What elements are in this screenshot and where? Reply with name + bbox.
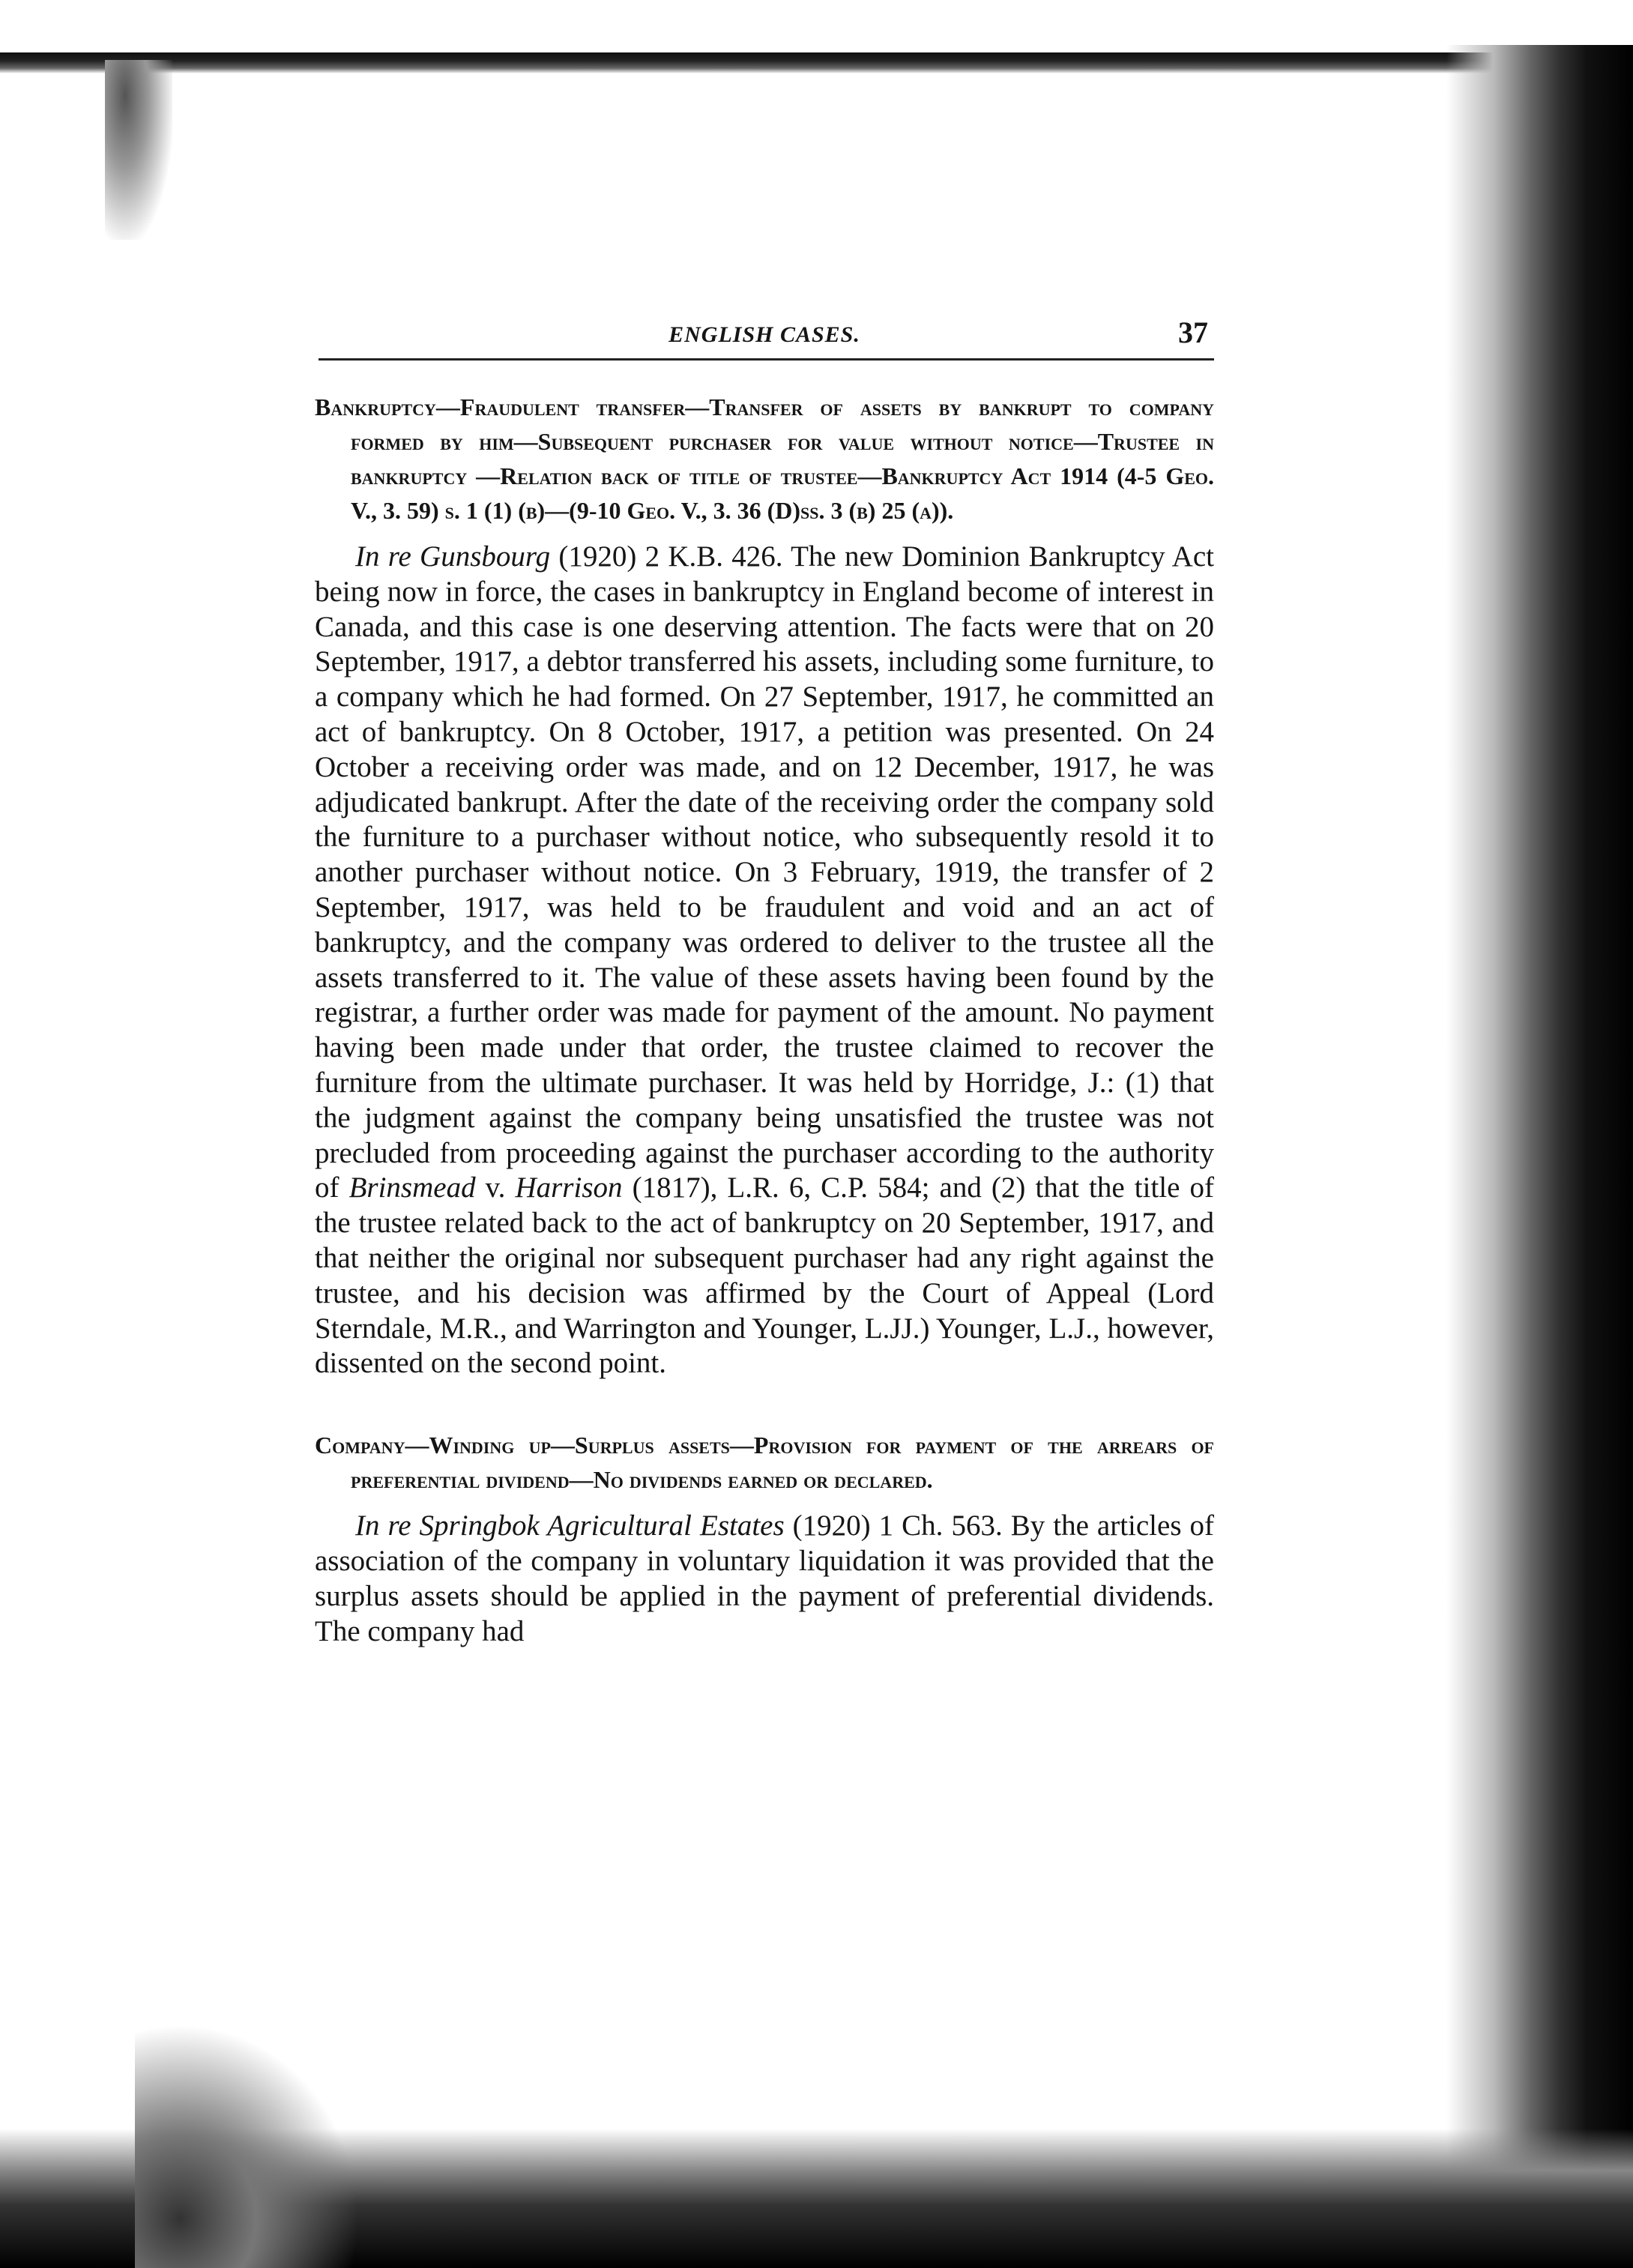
scan-edge-right	[1446, 45, 1633, 2268]
case-citation: (1920) 1 Ch. 563.	[784, 1510, 1011, 1542]
case-body-text: By the articles of association of the company in voluntary liquidation it was provided that the surplus assets should be applied in the payment of preferential dividends. The company had	[315, 1510, 1214, 1647]
catchword-heading: Bankruptcy—Fraudulent transfer—Transfer of assets by bankrupt to company formed by him—Subsequent purchaser for value without notice—Trustee in bankruptcy —Relation back of title of trustee—Bankruptcy Act 1914 (4-5 Geo. V., 3. 59) s. 1 (1) (b)—(9-10 Geo. V., 3. 36 (D)ss. 3 (b) 25 (a)).	[315, 393, 1214, 524]
case-body-text-continued: (1817), L.R. 6, C.P. 584; and (2) that the title of the trustee related back to the act of bankruptcy on 20 September, 1917, and that neither the original nor subsequent purchaser had any right against the trustee, and his decision was affirmed by the Court of Appeal (Lord Sterndale, M.R., and Warrington and Younger, L.JJ.) Younger, L.J., however, dissented on the second point.	[315, 1171, 1214, 1380]
case-paragraph	[315, 540, 1214, 1381]
page-body	[315, 390, 1214, 1649]
running-head	[315, 315, 1214, 357]
case-body-text: The new Dominion Bankruptcy Act being now in force, the cases in bankruptcy in England become of interest in Canada, and this case is one deserving attention. The facts were that on 20 September, 1917, a debtor transferred his assets, including some furniture, to a company which he had formed. On 27 September, 1917, he committed an act of bankruptcy. On 8 October, 1917, a petition was presented. On 24 October a receiving order was made, and on 12 December, 1917, he was adjudicated bankrupt. After the date of the receiving order the company sold the furniture to a purchaser without notice, who subsequently resold it to another purchaser without notice. On 3 February, 1919, the transfer of 2 September, 1917, was held to be fraudulent and void and an act of bankruptcy, and the company was ordered to deliver to the trustee all the assets transferred to it. The value of these assets having been found by the registrar, a further order was made for payment of the amount. No payment having been made under that order, the trustee claimed to recover the furniture from the ultimate purchaser. It was held by Horridge, J.: (1) that the judgment against the company being unsatisfied the trustee was not precluded from proceeding against the purchaser according to the authority of	[315, 540, 1214, 1204]
case-paragraph	[315, 1509, 1214, 1649]
case-name: In re Springbok Agricultural Estates	[355, 1510, 785, 1542]
cited-party-a: Brinsmead	[348, 1171, 476, 1204]
scan-shadow-bottom-left	[135, 2024, 360, 2268]
scan-edge-top	[0, 52, 1514, 73]
cited-party-b: Harrison	[515, 1171, 623, 1204]
header-rule	[319, 358, 1214, 361]
scan-shadow-left	[105, 60, 172, 240]
versus-text: v.	[475, 1171, 516, 1204]
running-title: ENGLISH CASES.	[668, 322, 860, 347]
case-citation: (1920) 2 K.B. 426.	[550, 540, 791, 573]
catchword-heading: Company—Winding up—Surplus assets—Provision for payment of the arrears of preferential dividend—No dividends earned or declared.	[315, 1432, 1214, 1494]
case-section-company	[315, 1428, 1214, 1649]
case-section-bankruptcy	[315, 390, 1214, 1381]
page-number: 37	[1178, 316, 1208, 349]
case-name: In re Gunsbourg	[355, 540, 551, 573]
